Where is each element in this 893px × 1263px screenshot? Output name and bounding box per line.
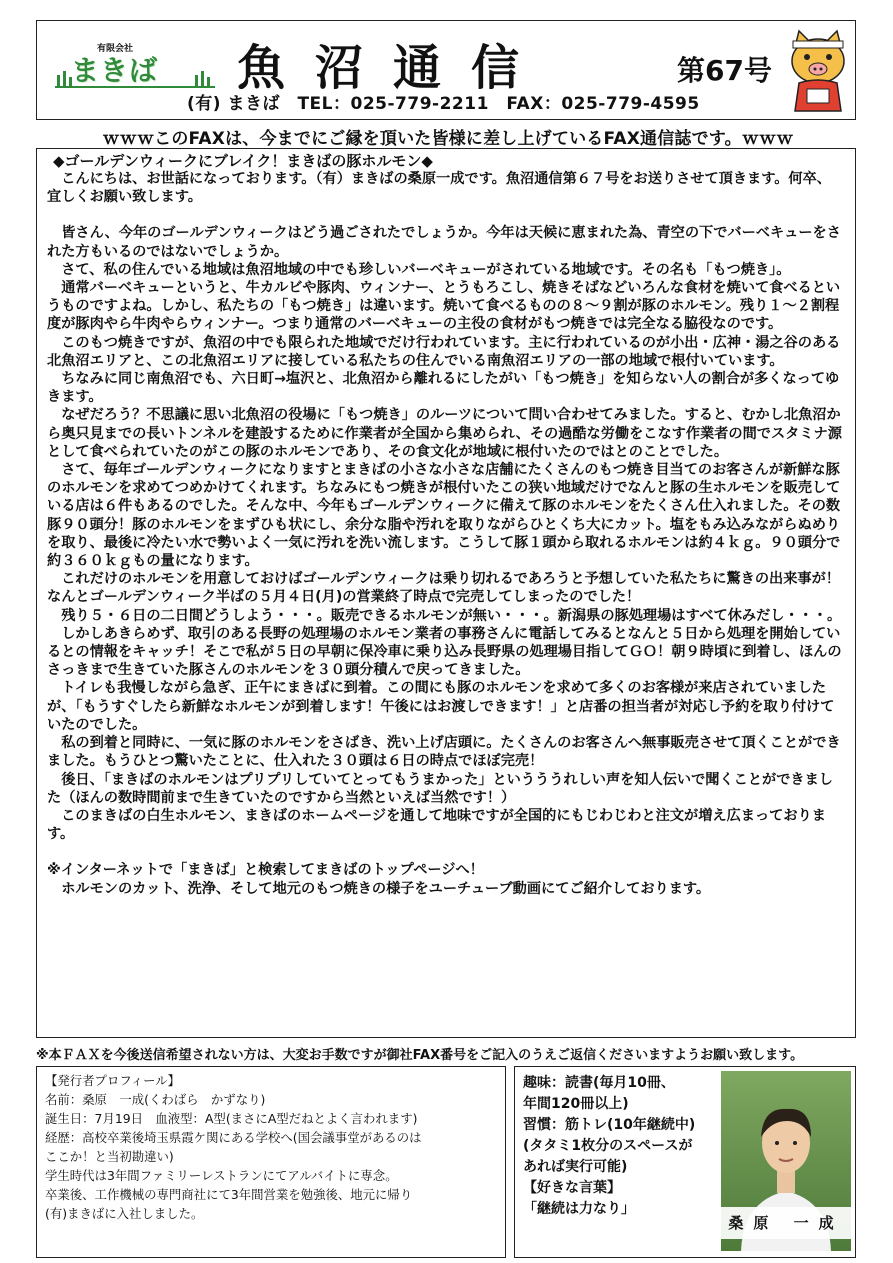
- article-paragraph: このまきばの白生ホルモン、まきばのホームページを通して地味ですが全国的にもじわじわと注文が増え広まっております。: [47, 807, 826, 843]
- hobby-line: 年間120冊以上): [523, 1096, 629, 1112]
- article-paragraph: 後日、「まきばのホルモンはプリプリしていてとってもうまかった」というううれしい声を知人伝いで聞くことができました（ほんの数時間前まで生きていたのですから当然といえば当然です！）: [47, 771, 833, 806]
- article-paragraph: さて、毎年ゴールデンウィークになりますとまきばの小さな小さな店舗にたくさんのもつ焼き目当てのお客さんが新鮮な豚のホルモンを求めてつめかけてくれます。ちなみにもつ焼きが根付いたこの狭い地域だけでなんと豚の生ホルモンを販売している店は６件もあるのでした。そんな中、今年もゴールデンウィークに備えて豚のホルモンをたくさん仕入れました。その数豚９０頭分！豚のホルモンをまずひも状にし、余分な脂や汚れを取りながらひとくち大にカット。塩をもみ込みながらぬめりを取り、最後に冷たい水で勢いよく一気に汚れを洗い流します。こうして豚１頭から取れるホルモンは約４ｋｇ。９０頭分で約３６０ｋｇもの量になります。: [47, 462, 841, 570]
- unsubscribe-note: ※本ＦＡＸを今後送信希望されない方は、大変お手数ですが御社FAX番号をご記入のうえご返信くださいますようお願い致します。: [36, 1048, 804, 1063]
- profile-line: 経歴：高校卒業後埼玉県霞ケ関にある学校へ(国会議事堂があるのは: [45, 1130, 422, 1145]
- pig-mascot-icon: [785, 27, 851, 115]
- article-note: ※インターネットで「まきば」と検索してまきばのトップページへ！: [47, 862, 484, 879]
- article-paragraph: 通常バーベキューというと、牛カルビや豚肉、ウィンナー、とうもろこし、焼きそばなどいろんな食材を焼いて食べるというものですよね。しかし、私たちの「もつ焼き」は違います。焼いて食べるものの８～９割が豚のホルモン。残り１～２割程度が豚肉やら牛肉やらウィンナー。つまり通常のバーベキューの主役の食材がもつ焼きでは完全なる脇役なのです。: [47, 280, 841, 333]
- publisher-profile: [36, 1066, 506, 1258]
- author-name-caption: 桑原 一成: [721, 1207, 851, 1239]
- company-type-label: 有限会社: [97, 44, 134, 54]
- hobby-line: 習慣：筋トレ(10年継続中): [523, 1117, 696, 1133]
- profile-line: 学生時代は3年間ファミリーレストランにてアルバイトに専念。: [45, 1168, 398, 1183]
- hobby-line: あれば実行可能): [523, 1159, 628, 1175]
- profile-line: 名前：桑原 一成(くわばら かずなり): [45, 1092, 266, 1107]
- profile-line: (有)まきばに入社しました。: [45, 1206, 204, 1221]
- issue-number: 第67号: [677, 54, 772, 87]
- hobby-line: 趣味：読書(毎月10冊、: [523, 1075, 675, 1091]
- profile-line: ここか！と当初勘違い): [45, 1149, 174, 1164]
- article-body: [47, 170, 845, 898]
- newsletter-title: 魚沼通信: [237, 40, 550, 96]
- article-paragraph: なぜだろう？不思議に思い北魚沼の役場に「もつ焼き」のルーツについて問い合わせてみました。すると、むかし北魚沼から奥只見までの長いトンネルを建設するために作業者が全国から集められ、その過酷な労働をこなす作業者の間でスタミナ源として食べられていたのがこの豚のホルモンであり、その食文化が地域に根付いたのではとのことでした。: [47, 407, 842, 460]
- article-paragraph: しかしあきらめず、取引のある長野の処理場のホルモン業者の事務さんに電話してみるとなんと５日から処理を開始しているとの情報をキャッチ！そこで私が５日の早朝に保冷車に乗り込み長野県の処理場目指してＧＯ！朝９時頃に到着し、ほんのさっきまで生きていた豚さんのホルモンを３０頭分積んで戻ってきました。: [47, 625, 842, 679]
- article-paragraph: こんにちは、お世話になっております。（有）まきばの桑原一成です。魚沼通信第６７号をお送りさせて頂きます。何卒、宜しくお願い致します。: [47, 171, 831, 206]
- article-paragraph: 皆さん、今年のゴールデンウィークはどう過ごされたでしょうか。今年は天候に恵まれた為、青空の下でバーベキューをされた方もいるのではないでしょうか。: [47, 225, 841, 260]
- article-note-detail: ホルモンのカット、洗浄、そして地元のもつ焼きの様子をユーチューブ動画にてご紹介しております。: [61, 880, 711, 897]
- article-paragraph: さて、私の住んでいる地域は魚沼地域の中でも珍しいバーベキューがされている地域です。その名も「もつ焼き」。: [61, 261, 791, 278]
- article-title: ◆ゴールデンウィークにブレイク！まきばの豚ホルモン◆: [53, 152, 433, 170]
- profile-line: 誕生日：7月19日 血液型：A型(まさにA型だねとよく言われます): [45, 1111, 418, 1126]
- profile-heading: 【発行者プロフィール】: [45, 1073, 181, 1088]
- fax-banner: ｗｗｗこのFAXは、今までにご縁を頂いた皆様に差し上げているFAX通信誌です。ｗｗｗ: [102, 129, 794, 149]
- hobby-box: [514, 1066, 856, 1258]
- hobbies-list: [523, 1073, 723, 1220]
- article-paragraph: トイレも我慢しながら急ぎ、正午にまきばに到着。この間にも豚のホルモンを求めて多くのお客様が来店されていましたが、「もうすぐしたら新鮮なホルモンが到着します！午後にはお渡しできます！」と店番の担当者が対応し予約を取り付けていたのでした。: [47, 680, 835, 733]
- profile-line: 卒業後、工作機械の専門商社にて3年間営業を勉強後、地元に帰り: [45, 1187, 413, 1202]
- hobby-line: 「継続は力なり」: [523, 1201, 635, 1217]
- article-paragraph: このもつ焼きですが、魚沼の中でも限られた地域でだけ行われています。主に行われているのが小出・広神・湯之谷のある北魚沼エリアと、この北魚沼エリアに接している私たちの住んでいる南魚沼エリアの一部の地域で根付いています。: [47, 334, 841, 369]
- contact-info: (有) まきば TEL：025-779-2211 FAX：025-779-4595: [187, 94, 700, 114]
- article-paragraph: 残り５・６日の二日間どうしよう・・・。販売できるホルモンが無い・・・。新潟県の豚処理場はすべて休みだし・・・。: [61, 607, 842, 624]
- hobby-line: (タタミ1枚分のスペースが: [523, 1138, 693, 1154]
- article-paragraph: これだけのホルモンを用意しておけばゴールデンウィークは乗り切れるであろうと予想していた私たちに驚きの出来事が！なんとゴールデンウィーク半ばの５月４日(月)の営業終了時点で完売してしまったのでした！: [47, 571, 840, 606]
- article-paragraph: 私の到着と同時に、一気に豚のホルモンをさばき、洗い上げ店頭に。たくさんのお客さんへ無事販売させて頂くことができました。もうひとつ驚いたことに、仕入れた３０頭は６日の時点でほぼ完売！: [47, 735, 841, 770]
- article-paragraph: ちなみに同じ南魚沼でも、六日町→塩沢と、北魚沼から離れるにしたがい「もつ焼き」を知らない人の割合が多くなってゆきます。: [47, 371, 840, 406]
- article-box: [36, 148, 856, 1038]
- logo-text: まきば: [71, 54, 159, 87]
- header: [36, 20, 856, 120]
- hobby-line: 【好きな言葉】: [523, 1180, 621, 1196]
